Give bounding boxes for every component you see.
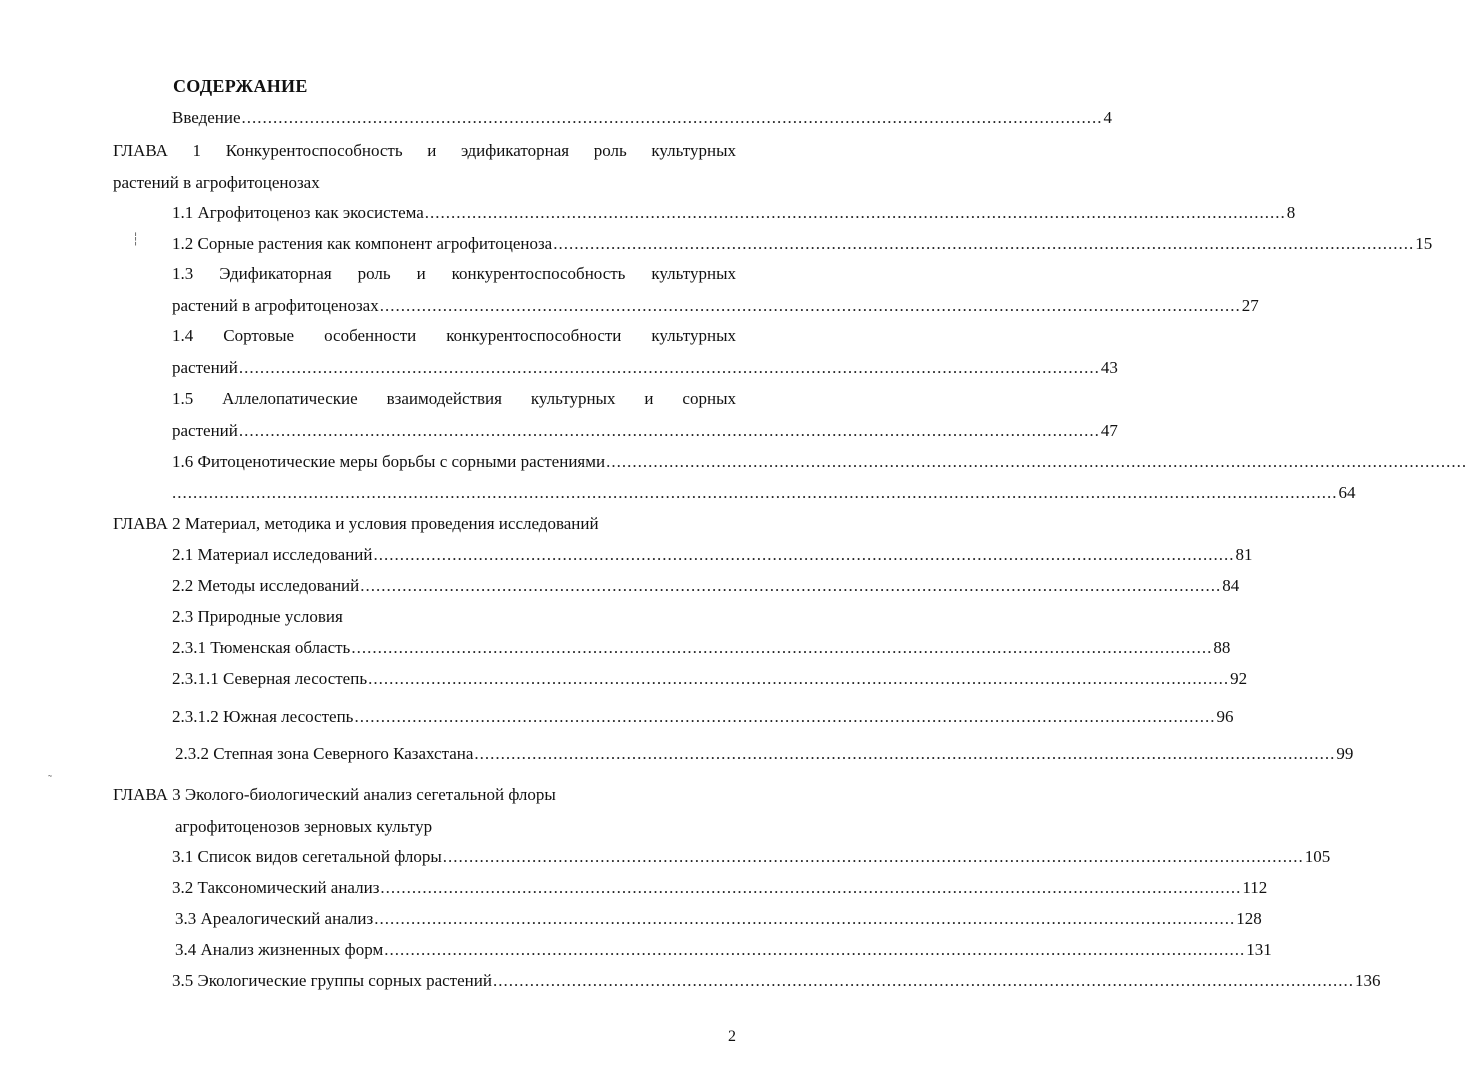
dot-leader: .................................................................................................................................................................... [238, 358, 1100, 377]
chapter-2-heading: ГЛАВА 2 Материал, методика и условия проведения исследований [113, 514, 599, 533]
dot-leader: .................................................................................................................................................................... [380, 878, 1242, 897]
chapter-3-heading: ГЛАВА 3 Эколого-биологический анализ сегетальной флоры [113, 785, 556, 804]
chapter-1-heading-cont: растений в агрофитоценозах [113, 173, 320, 192]
page-title: СОДЕРЖАНИЕ [173, 76, 308, 96]
toc-entry-1-6: .............................................................................................................................................................................................................................. 64 [172, 483, 1356, 502]
dot-leader: .................................................................................................................................................................... [424, 203, 1286, 222]
dot-leader: .................................................................................................................................................................... [354, 707, 1216, 726]
dot-leader: .................................................................................................................................................................... [379, 296, 1241, 315]
toc-entry-1-6-line1: 1.6 Фитоценотические меры борьбы с сорными растениями .................................................................................................................................................................... [172, 452, 1467, 471]
page-number: 2 [728, 1028, 736, 1045]
dot-leader: .................................................................................................................................................................... [442, 847, 1304, 866]
toc-entry-1-2: 1.2 Сорные растения как компонент агрофитоценоза .................................................................................................................................................................... 15 [172, 234, 1433, 253]
toc-entry-intro: Введение .................................................................................................................................................................... 4 [172, 108, 1113, 127]
scan-speck: ˜ [48, 772, 52, 786]
dot-leader: .................................................................................................................................................................... [474, 744, 1336, 763]
dot-leader: .................................................................................................................................................................... [374, 909, 1236, 928]
toc-entry-1-1: 1.1 Агрофитоценоз как экосистема .................................................................................................................................................................... 8 [172, 203, 1296, 222]
dot-leader: .................................................................................................................................................................... [373, 545, 1235, 564]
chapter-1-heading: ГЛАВА 1 Конкурентоспособность и эдификаторная роль культурных [113, 141, 736, 160]
toc-entry-3-5: 3.5 Экологические группы сорных растений .................................................................................................................................................................... 136 [172, 971, 1381, 990]
dot-leader: .................................................................................................................................................................... [241, 108, 1103, 127]
toc-entry-1-4-line1: 1.4 Сортовые особенности конкурентоспособности культурных [172, 326, 736, 345]
scan-speck: ┆ [132, 232, 140, 246]
toc-entry-2-3-1-1: 2.3.1.1 Северная лесостепь .................................................................................................................................................................... 92 [172, 669, 1248, 688]
toc-entry-2-1: 2.1 Материал исследований .................................................................................................................................................................... 81 [172, 545, 1253, 564]
chapter-3-heading-cont: агрофитоценозов зерновых культур [175, 817, 433, 836]
toc-entry-3-1: 3.1 Список видов сегетальной флоры .................................................................................................................................................................... 105 [172, 847, 1331, 866]
toc-entry-3-3: 3.3 Ареалогический анализ .................................................................................................................................................................... 128 [175, 909, 1262, 928]
dot-leader: .................................................................................................................................................................... [384, 940, 1246, 959]
toc-entry-1-4: растений .................................................................................................................................................................... 43 [172, 358, 1118, 377]
dot-leader: .................................................................................................................................................................... [606, 452, 1467, 471]
toc-entry-2-3-2: 2.3.2 Степная зона Северного Казахстана .................................................................................................................................................................... 99 [175, 744, 1354, 763]
dot-leader: .................................................................................................................................................................... [553, 234, 1415, 253]
toc-entry-2-2: 2.2 Методы исследований .................................................................................................................................................................... 84 [172, 576, 1240, 595]
dot-leader: .............................................................................................................................................................................................................................. [172, 483, 1338, 502]
toc-entry-3-4: 3.4 Анализ жизненных форм .................................................................................................................................................................... 131 [175, 940, 1272, 959]
toc-entry-1-5: растений .................................................................................................................................................................... 47 [172, 421, 1118, 440]
toc-entry-3-2: 3.2 Таксономический анализ .................................................................................................................................................................... 112 [172, 878, 1268, 897]
dot-leader: .................................................................................................................................................................... [368, 669, 1230, 688]
toc-entry-2-3-1-2: 2.3.1.2 Южная лесостепь .................................................................................................................................................................... 96 [172, 707, 1234, 726]
dot-leader: .................................................................................................................................................................... [238, 421, 1100, 440]
toc-entry-2-3: 2.3 Природные условия [172, 607, 343, 626]
toc-entry-2-3-1: 2.3.1 Тюменская область .................................................................................................................................................................... 88 [172, 638, 1231, 657]
dot-leader: .................................................................................................................................................................... [492, 971, 1354, 990]
toc-entry-1-3-line1: 1.3 Эдификаторная роль и конкурентоспособность культурных [172, 264, 736, 283]
dot-leader: .................................................................................................................................................................... [360, 576, 1222, 595]
dot-leader: .................................................................................................................................................................... [351, 638, 1213, 657]
toc-entry-1-5-line1: 1.5 Аллелопатические взаимодействия культурных и сорных [172, 389, 736, 408]
toc-entry-1-3: растений в агрофитоценозах .................................................................................................................................................................... 27 [172, 296, 1259, 315]
